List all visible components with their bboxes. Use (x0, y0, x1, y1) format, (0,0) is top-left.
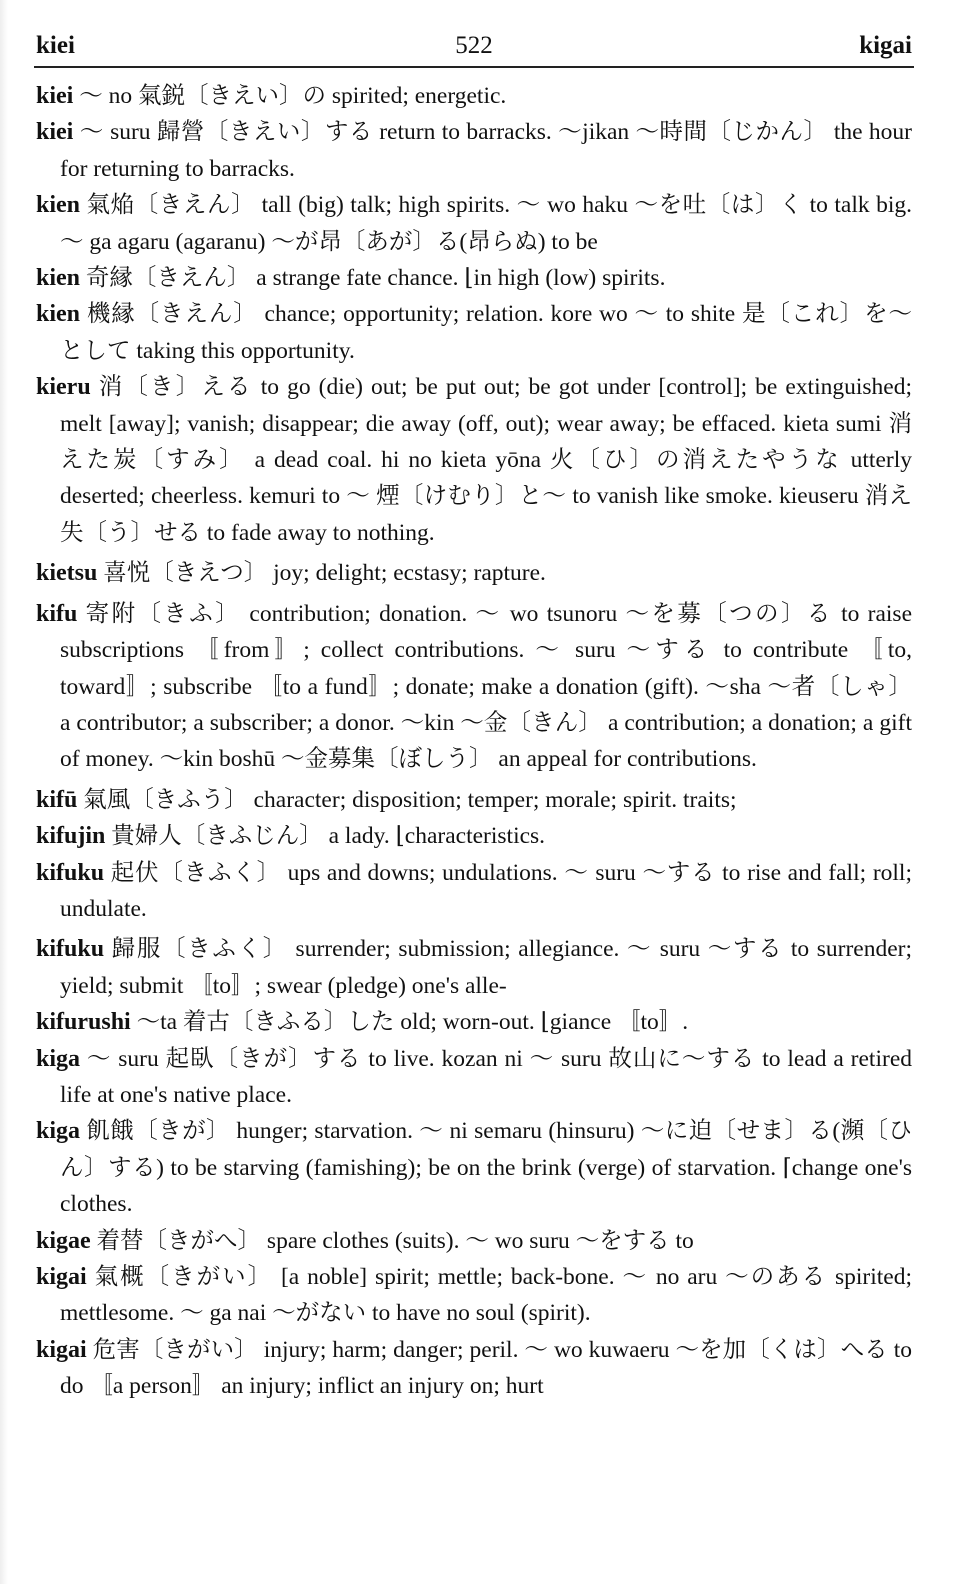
entry-text: 着替〔きがへ〕 spare clothes (suits). ～ wo suru ～をする to (96, 1227, 694, 1254)
headword: kifurushi (36, 1009, 131, 1036)
headword: kigae (36, 1227, 91, 1254)
entry-text: 奇縁〔きえん〕 a strange fate chance. ⌊in high (low) spirits. (85, 265, 666, 292)
entry (36, 187, 912, 260)
entry-text: ～ta 着古〔きふる〕した old; worn-out. ⌊giance 〚to〛. (136, 1009, 689, 1036)
entry (36, 260, 912, 296)
headword: kifu (36, 600, 78, 627)
entry (36, 1004, 912, 1040)
entry (36, 596, 912, 778)
headword: kifū (36, 786, 78, 813)
entry-text: 氣風〔きふう〕 character; disposition; temper; morale; spirit. traits; (83, 786, 737, 813)
headword: kien (36, 265, 81, 292)
entry-text: 機縁〔きえん〕 chance; opportunity; relation. kore wo ～ to shite 是〔これ〕を～として taking this opportunity. (60, 301, 913, 364)
entry (36, 114, 912, 187)
entry-text: 危害〔きがい〕 injury; harm; danger; peril. ～ wo kuwaeru ～を加〔くは〕へる to do 〚a person〛 an injury; inflict an injury on; hurt (60, 1336, 913, 1400)
headword: kien (36, 192, 81, 219)
headword: kiei (36, 83, 74, 109)
entry-text: ～ no 氣鋭〔きえい〕の spirited; energetic. (79, 83, 507, 109)
headword: kiga (36, 1045, 81, 1072)
entry-text: ～ suru 歸營〔きえい〕する return to barracks. ～jikan ～時間〔じかん〕 the hour for returning to barracks. (60, 119, 912, 182)
header-right-guide-word: kigai (859, 32, 912, 59)
entry (36, 782, 912, 818)
headword: kieru (36, 374, 91, 401)
headword: kigai (36, 1336, 87, 1363)
entry (36, 1332, 912, 1405)
entry (36, 369, 912, 551)
headword: kifuku (36, 859, 105, 886)
page-header (36, 22, 912, 60)
entry-text: 歸服〔きふく〕 surrender; submission; allegiance. ～ suru ～する to surrender; yield; submit 〚to〛; swear (pledge) one's alle- (60, 936, 912, 999)
headword: kien (36, 301, 81, 328)
entry (36, 1223, 912, 1259)
entry-text: 飢餓〔きが〕 hunger; starvation. ～ ni semaru (hinsuru) ～に迫〔せま〕る(瀕〔ひん〕する) to be starving (famishing); be on the brink (verge) of starvation. ⌈change one's clothes. (60, 1118, 913, 1218)
entry (36, 296, 912, 369)
entry (36, 931, 912, 1004)
entry-text: 氣概〔きがい〕 [a noble] spirit; mettle; back-bone. ～ no aru ～のある spirited; mettlesome. ～ ga nai ～がない to have no soul (spirit). (60, 1264, 913, 1327)
entry-text: 寄附〔きふ〕 contribution; donation. ～ wo tsunoru ～を募〔つの〕る to raise subscriptions 〚from〛; collect contributions. ～ suru ～する to contribute 〚to, toward〛; subscribe 〚to a fund〛; donate; make a donation (gift). ～sha ～者〔しゃ〕 a contributor; a subscriber; a donor. ～kin ～金〔きん〕 a contribution; a donation; a gift of money. ～kin boshū ～金募集〔ぼしう〕 an appeal for contributions. (60, 600, 912, 773)
header-rule (34, 66, 914, 68)
page-number: 522 (455, 32, 493, 59)
header-left-guide-word: kiei (36, 32, 75, 59)
headword: kiei (36, 119, 74, 146)
entry-text: 貴婦人〔きふじん〕 a lady. ⌊characteristics. (111, 823, 546, 850)
entry (36, 1041, 912, 1114)
entry-text: 氣焔〔きえん〕 tall (big) talk; high spirits. ～ wo haku ～を吐〔は〕く to talk big. ～ ga agaru (agaranu) ～が昂〔あが〕る(昂らぬ) to be (60, 192, 913, 255)
entry (36, 78, 912, 114)
headword: kifujin (36, 823, 106, 850)
entry (36, 818, 912, 854)
entry (36, 855, 912, 928)
entry-text: 喜悦〔きえつ〕 joy; delight; ecstasy; rapture. (103, 560, 546, 587)
entry (36, 1259, 912, 1332)
entry-text: 起伏〔きふく〕 ups and downs; undulations. ～ suru ～する to rise and fall; roll; undulate. (60, 859, 912, 922)
headword: kigai (36, 1264, 87, 1290)
headword: kifuku (36, 936, 105, 963)
page-edge-shadow (0, 0, 8, 1584)
entry (36, 555, 912, 591)
headword: kietsu (36, 560, 98, 587)
entry (36, 1113, 912, 1222)
entry-text: ～ suru 起臥〔きが〕する to live. kozan ni ～ suru 故山に～する to lead a retired life at one's native place. (60, 1045, 912, 1108)
headword: kiga (36, 1118, 81, 1145)
dictionary-entries (36, 78, 912, 1405)
entry-text: 消〔き〕える to go (die) out; be put out; be got under [control]; be extinguished; melt [away]; vanish; disappear; die away (off, out); wear away; be effaced. kieta sumi 消えた炭〔すみ〕 a dead coal. hi no kieta yōna 火〔ひ〕の消えたやうな utterly deserted; cheerless. kemuri to ～ 煙〔けむり〕と～ to vanish like smoke. kieuseru 消え失〔う〕せる to fade away to nothing. (60, 374, 912, 546)
